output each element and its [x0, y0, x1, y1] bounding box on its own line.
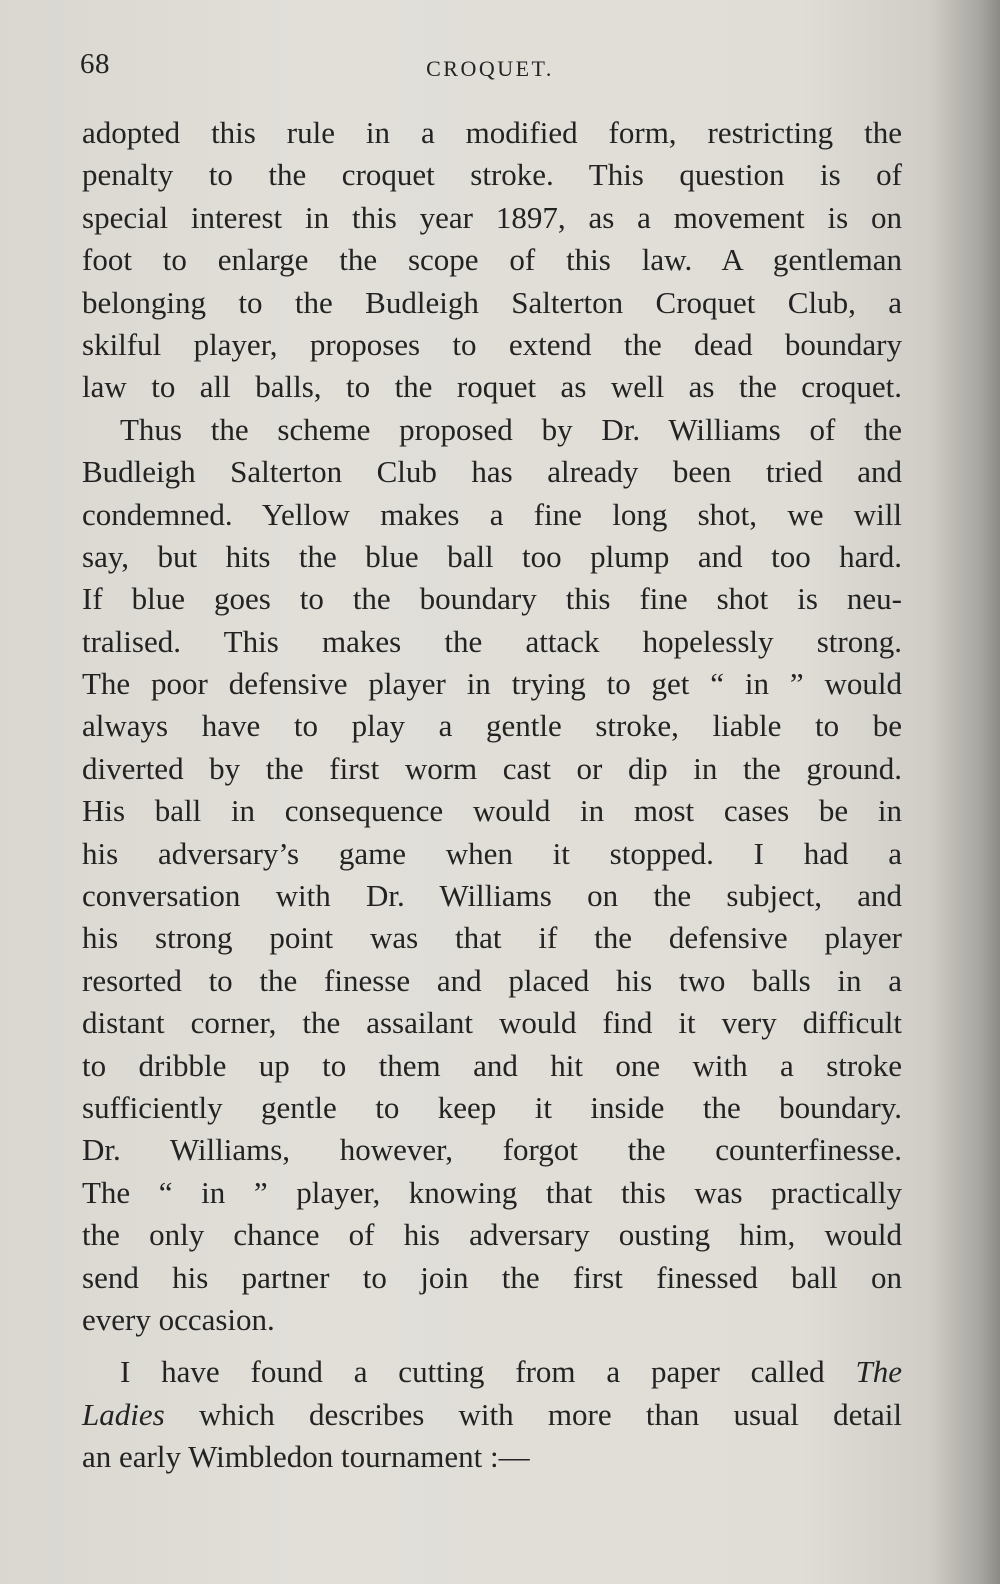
text-line: The “ in ” player, knowing that this was practically [82, 1174, 902, 1210]
text-line: If blue goes to the boundary this fine shot is neu- [82, 581, 902, 617]
paragraph-3 [82, 1351, 902, 1478]
text-line [82, 1394, 902, 1436]
line-text: I have found a cutting from a paper called [120, 1354, 825, 1390]
text-line: distant corner, the assailant would find it very difficult [82, 1005, 902, 1041]
text-line: Thus the scheme proposed by Dr. Williams of the [120, 411, 902, 447]
text-line: the only chance of his adversary ousting him, would [82, 1217, 902, 1253]
body-text [82, 112, 902, 1479]
text-line: every occasion. [82, 1301, 275, 1337]
paragraph-2 [82, 409, 902, 1342]
running-title: CROQUET. [426, 56, 554, 81]
text-line: Dr. Williams, however, forgot the counterfinesse. [82, 1132, 902, 1168]
text-line: condemned. Yellow makes a fine long shot, we will [82, 496, 902, 532]
text-line: Budleigh Salterton Club has already been tried and [82, 454, 902, 490]
text-line: belonging to the Budleigh Salterton Croquet Club, a [82, 284, 902, 320]
page-number: 68 [80, 48, 110, 80]
italic-title-word: Ladies [82, 1396, 165, 1432]
text-line: tralised. This makes the attack hopelessly strong. [82, 623, 902, 659]
text-line: his adversary’s game when it stopped. I had a [82, 835, 902, 871]
text-line: always have to play a gentle stroke, liable to be [82, 708, 902, 744]
text-line: conversation with Dr. Williams on the subject, and [82, 878, 902, 914]
text-line: law to all balls, to the roquet as well as the croquet. [82, 369, 902, 405]
text-line: His ball in consequence would in most cases be in [82, 793, 902, 829]
text-line: special interest in this year 1897, as a movement is on [82, 199, 902, 235]
text-line: to dribble up to them and hit one with a stroke [82, 1047, 902, 1083]
text-line: penalty to the croquet stroke. This question is of [82, 157, 902, 193]
text-line: adopted this rule in a modified form, restricting the [82, 115, 902, 150]
text-line [82, 1351, 902, 1393]
text-line: skilful player, proposes to extend the dead boundary [82, 326, 902, 362]
paragraph-gap [82, 1341, 902, 1351]
text-line: resorted to the finesse and placed his two balls in a [82, 962, 902, 998]
text-line: foot to enlarge the scope of this law. A gentleman [82, 242, 902, 278]
text-line: an early Wimbledon tournament :— [82, 1439, 530, 1475]
page-header [80, 48, 900, 88]
text-line: The poor defensive player in trying to get “ in ” would [82, 666, 902, 702]
italic-title-word: The [855, 1354, 903, 1390]
text-line: diverted by the first worm cast or dip in the ground. [82, 750, 902, 786]
text-line: his strong point was that if the defensive player [82, 920, 902, 956]
line-text: which describes with more than usual detail [198, 1396, 902, 1432]
text-line: send his partner to join the first finessed ball on [82, 1259, 902, 1295]
paragraph-1 [82, 112, 902, 409]
text-line: sufficiently gentle to keep it inside the boundary. [82, 1089, 902, 1125]
text-line: say, but hits the blue ball too plump and too hard. [82, 538, 902, 574]
